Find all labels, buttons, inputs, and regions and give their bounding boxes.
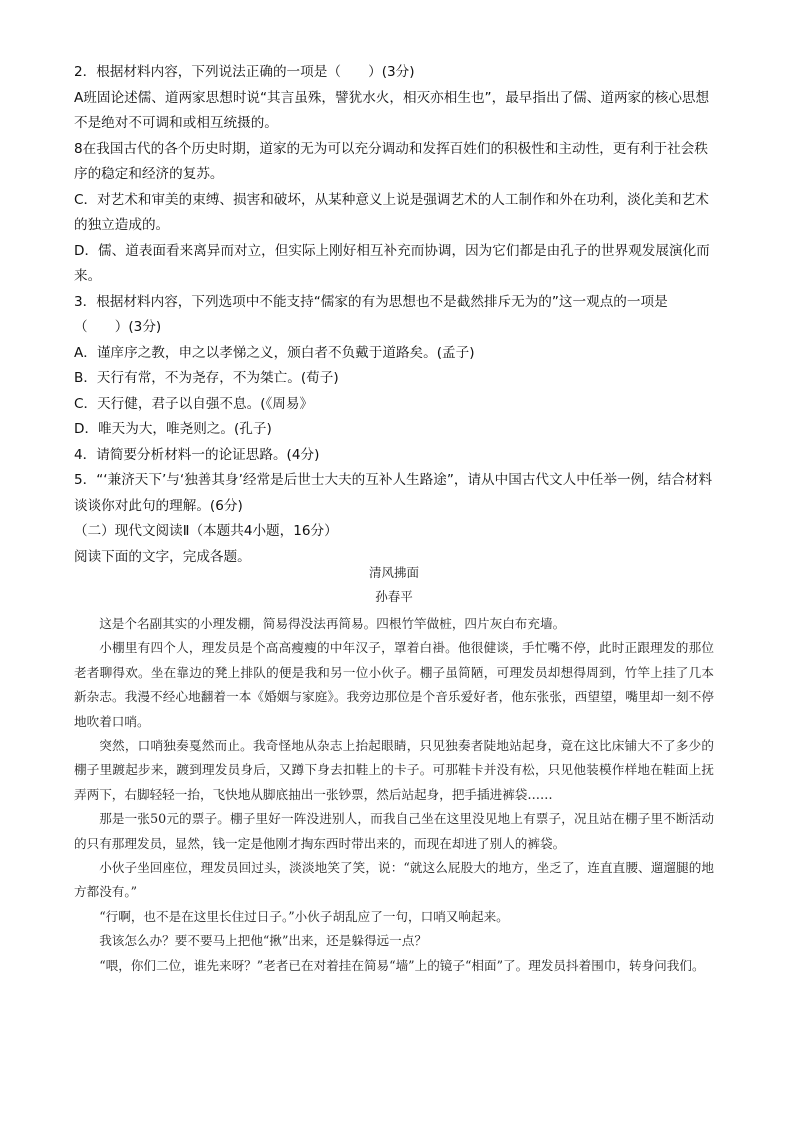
question-2-option-a: A班固论述儒、道两家思想时说“其言虽殊，譬犹水火，相灭亦相生也”，最早指出了儒、道两家的核心思想不是绝对不可调和或相互统摄的。 bbox=[74, 89, 710, 131]
story-paragraph: 那是一张50元的票子。棚子里好一阵没进别人，而我自己坐在这里没见地上有票子，况且站在棚子里不断活动的只有那理发员，显然，钱一定是他刚才掏东西时带出来的，而现在却进了别人的裤袋。 bbox=[74, 811, 714, 851]
question-block bbox=[74, 60, 714, 570]
question-3-option-b: B．天行有常，不为尧存，不为桀亡。(荀子) bbox=[74, 370, 339, 386]
story-paragraph: 我该怎么办？要不要马上把他“揪”出来，还是躲得远一点？ bbox=[99, 933, 427, 949]
section-heading: （二）现代文阅读Ⅱ（本题共4小题，16分） bbox=[74, 523, 338, 539]
story-paragraph: 突然，口哨独奏戛然而止。我奇怪地从杂志上抬起眼睛，只见独奏者陡地站起身，竟在这比床铺大不了多少的棚子里踱起步来，踱到理发员身后，又蹲下身去扣鞋上的卡子。可那鞋卡并没有松，只见他装模作样地在鞋面上抚弄两下，右脚轻轻一抬，飞快地从脚底抽出一张钞票，然后站起身，把手插进裤袋…… bbox=[74, 738, 714, 802]
question-2-option-c: C．对艺术和审美的束缚、损害和破坏，从某种意义上说是强调艺术的人工制作和外在功利，淡化美和艺术的独立造成的。 bbox=[74, 191, 709, 233]
story-paragraph: “喂，你们二位，谁先来呀？”老者已在对着挂在简易“墙”上的镜子“相面”了。理发员抖着围巾，转身问我们。 bbox=[99, 957, 705, 973]
story-paragraph: 小棚里有四个人，理发员是个高高瘦瘦的中年汉子，罩着白褂。他很健谈，手忙嘴不停，此时正跟理发的那位老者聊得欢。坐在靠边的凳上排队的便是我和另一位小伙子。棚子虽简陋，可理发员却想得周到，竹竿上挂了几本新杂志。我漫不经心地翻着一本《婚姻与家庭》。我旁边那位是个音乐爱好者，他东张张，西望望，嘴里却一刻不停地吹着口哨。 bbox=[74, 640, 714, 729]
story-author: 孙春平 bbox=[375, 589, 413, 604]
question-4: 4．请简要分析材料一的论证思路。(4分) bbox=[74, 446, 320, 463]
question-2-stem: 2．根据材料内容，下列说法正确的一项是（ ）(3分) bbox=[74, 64, 415, 80]
question-3-stem: 3．根据材料内容，下列选项中不能支持“儒家的有为思想也不是截然排斥无为的”这一观点的一项是（ ）(3分) bbox=[74, 293, 668, 335]
question-5: 5．“‘兼济天下’与‘独善其身’经常是后世士大夫的互补人生路途”，请从中国古代文人中任举一例，结合材料谈谈你对此句的理解。(6分) bbox=[74, 472, 713, 514]
reading-instruction: 阅读下面的文字，完成各题。 bbox=[74, 548, 251, 565]
question-2-option-b: 8在我国古代的各个历史时期，道家的无为可以充分调动和发挥百姓们的积极性和主动性，更有利于社会秩序的稳定和经济的复苏。 bbox=[74, 140, 708, 182]
question-3-option-a: A．谨庠序之教，申之以孝悌之义，颁白者不负戴于道路矣。(孟子) bbox=[74, 344, 475, 361]
story-paragraph: 这是个名副其实的小理发棚，简易得没法再简易。四根竹竿做桩，四片灰白布充墙。 bbox=[99, 616, 566, 631]
story-block bbox=[74, 562, 714, 978]
story-paragraph: 小伙子坐回座位，理发员回过头，淡淡地笑了笑，说：“就这么屁股大的地方，坐乏了，连直直腰、遛遛腿的地方都没有。” bbox=[74, 860, 714, 900]
question-2-option-d: D．儒、道表面看来离异而对立，但实际上刚好相互补充而协调，因为它们都是由孔子的世界观发展演化而来。 bbox=[74, 242, 710, 284]
question-3-option-d: D．唯天为大，唯尧则之。(孔子) bbox=[74, 421, 272, 437]
story-paragraph: “行啊，也不是在这里长住过日子。”小伙子胡乱应了一句，口哨又响起来。 bbox=[99, 908, 509, 924]
story-title: 清风拂面 bbox=[368, 565, 419, 580]
question-3-option-c: C．天行健，君子以自强不息。(《周易》 bbox=[74, 395, 314, 412]
